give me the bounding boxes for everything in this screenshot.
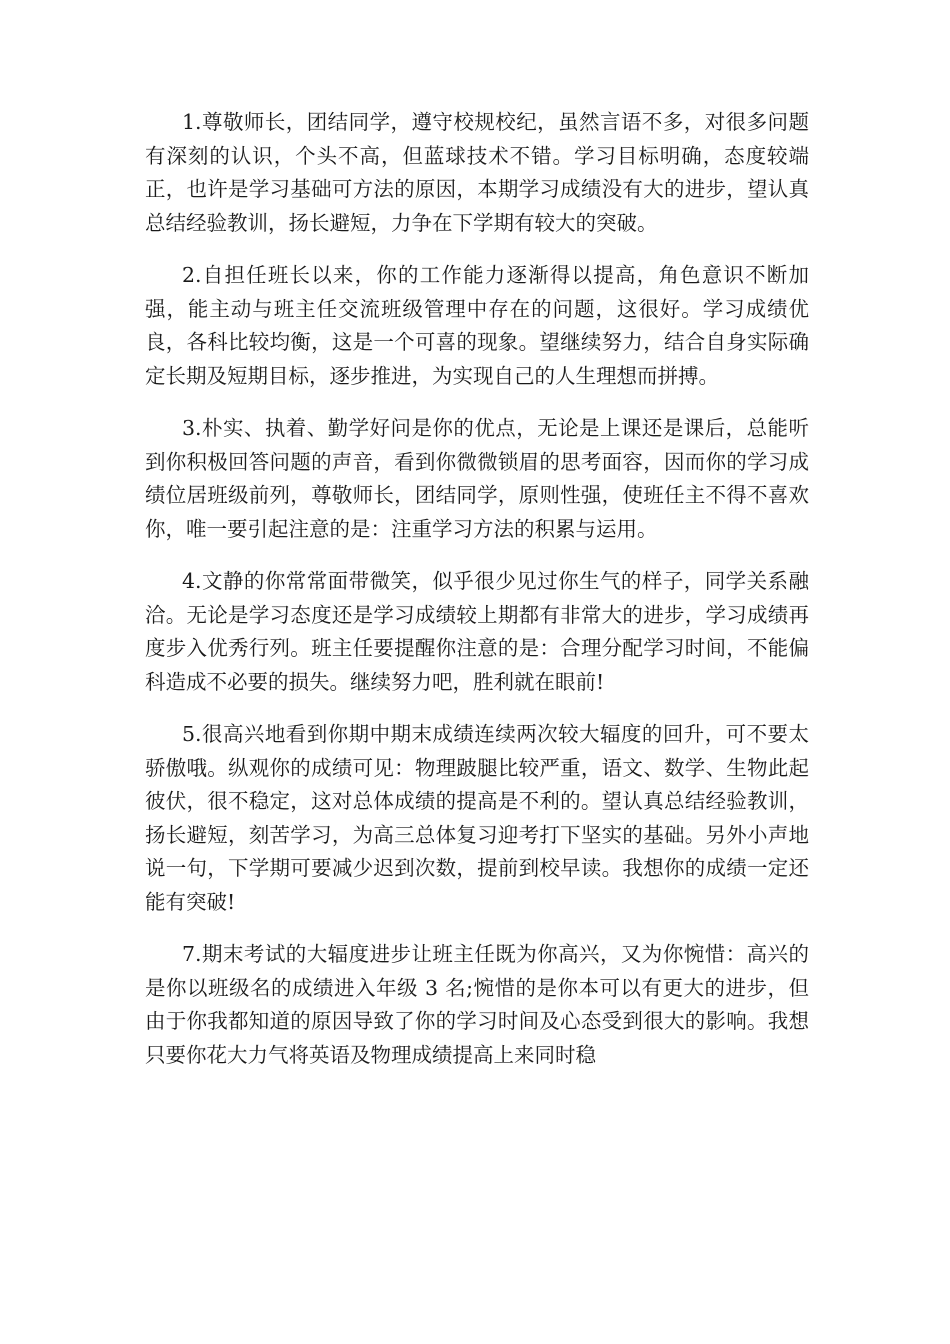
comment-paragraph-1: 1.尊敬师长，团结同学，遵守校规校纪，虽然言语不多，对很多问题有深刻的认识，个头不高，但蓝球技术不错。学习目标明确，态度较端正，也许是学习基础可方法的原因，本期学习成绩没有大的进步，望认真总结经验教训，扬长避短，力争在下学期有较大的突破。 [145, 110, 809, 235]
comment-paragraph-5: 5.很高兴地看到你期中期末成绩连续两次较大辐度的回升，可不要太骄傲哦。纵观你的成绩可见：物理跛腿比较严重，语文、数学、生物此起彼伏，很不稳定，这对总体成绩的提高是不利的。望认真总结经验教训，扬长避短，刻苦学习，为高三总体复习迎考打下坚实的基础。另外小声地说一句，下学期可要减少迟到次数，提前到校早读。我想你的成绩一定还能有突破! [145, 722, 809, 914]
document-page [145, 106, 809, 1091]
comment-paragraph-4: 4.文静的你常常面带微笑，似乎很少见过你生气的样子，同学关系融洽。无论是学习态度还是学习成绩较上期都有非常大的进步，学习成绩再度步入优秀行列。班主任要提醒你注意的是：合理分配学习时间，不能偏科造成不必要的损失。继续努力吧，胜利就在眼前! [145, 569, 809, 694]
comment-paragraph-2: 2.自担任班长以来，你的工作能力逐渐得以提高，角色意识不断加强，能主动与班主任交流班级管理中存在的问题，这很好。学习成绩优良，各科比较均衡，这是一个可喜的现象。望继续努力，结合自身实际确定长期及短期目标，逐步推进，为实现自己的人生理想而拼搏。 [145, 263, 809, 388]
comment-paragraph-3: 3.朴实、执着、勤学好问是你的优点，无论是上课还是课后，总能听到你积极回答问题的声音，看到你微微锁眉的思考面容，因而你的学习成绩位居班级前列，尊敬师长，团结同学，原则性强，使班任主不得不喜欢你，唯一要引起注意的是：注重学习方法的积累与运用。 [145, 416, 809, 541]
comment-paragraph-7: 7.期末考试的大辐度进步让班主任既为你高兴，又为你惋惜：高兴的是你以班级名的成绩进入年级 3 名;惋惜的是你本可以有更大的进步，但由于你我都知道的原因导致了你的学习时间及心态受到很大的影响。我想只要你花大力气将英语及物理成绩提高上来同时稳 [145, 942, 809, 1067]
